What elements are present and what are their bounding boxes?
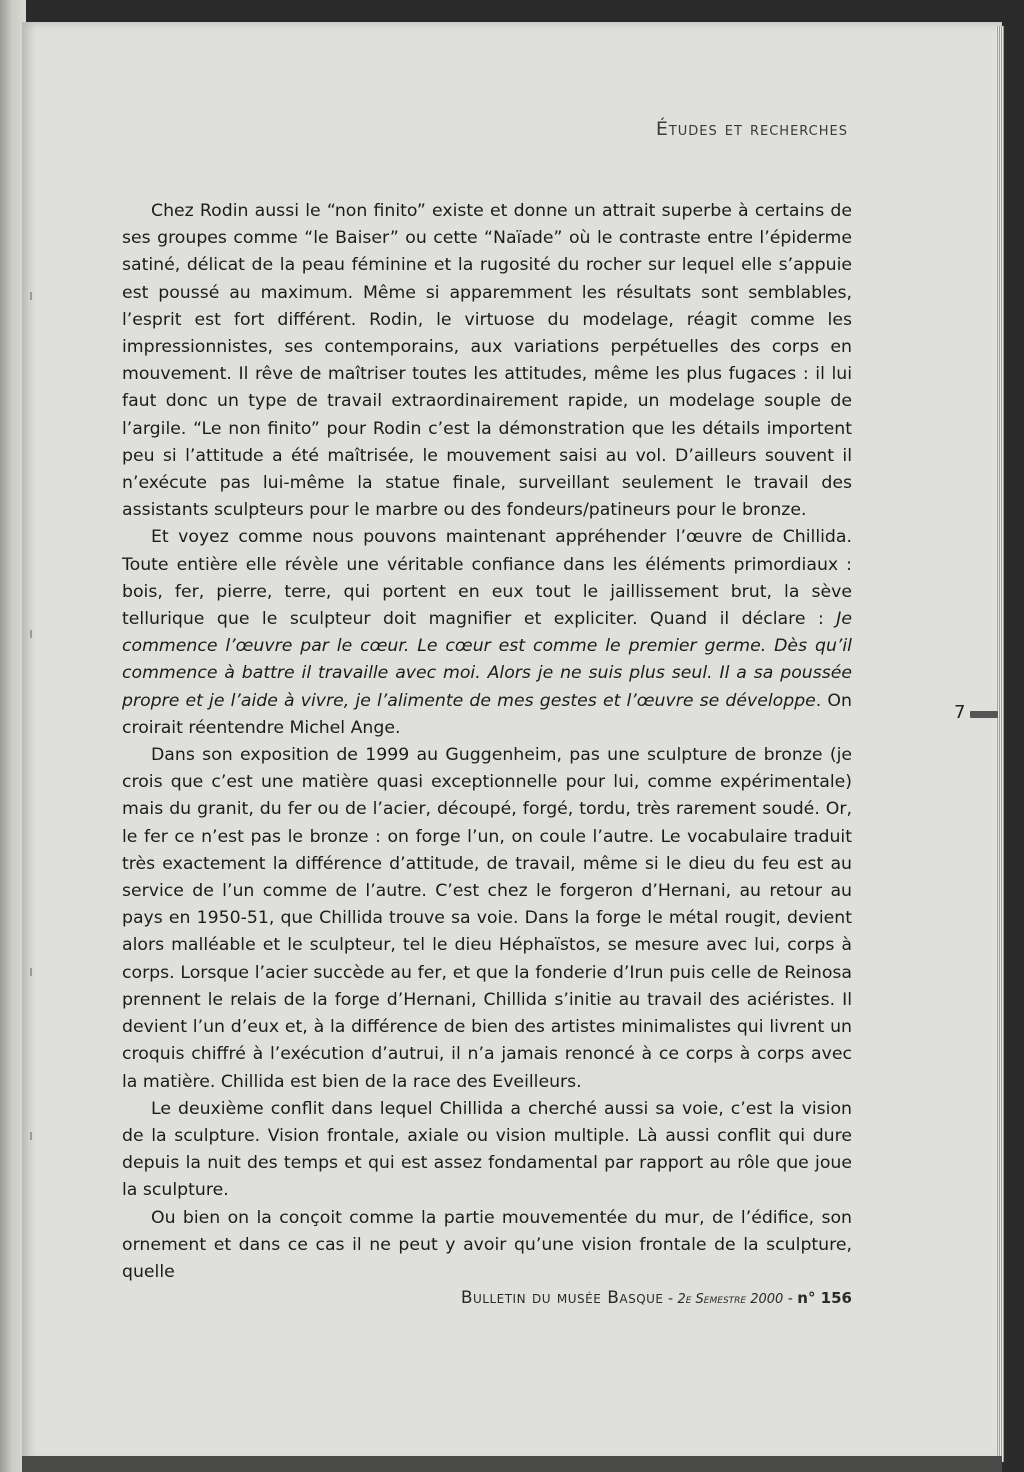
footer-separator: - — [663, 1291, 678, 1307]
page-number: 7 — [954, 702, 966, 723]
body-paragraph — [122, 742, 852, 1096]
margin-mark — [30, 1132, 32, 1140]
footer-separator: - — [783, 1291, 798, 1307]
body-paragraph — [122, 1096, 852, 1205]
page-tab-marker — [970, 711, 998, 718]
paragraph-text: . On croirait réentendre Michel Ange. — [122, 690, 852, 738]
margin-mark — [30, 630, 32, 638]
paragraph-text: Chez Rodin aussi le “non finito” existe et donne un attrait superbe à certains de ses groupes comme “le Baiser” ou cette “Naïade” où le contraste entre l’épiderme satiné, délicat de la peau féminine et la rugosité du rocher sur lequel elle s’appuie est poussé au maximum. Même si apparemment les résultats sont semblables, l’esprit est fort différent. Rodin, le virtuose du modelage, réagit comme les impressionnistes, ses contemporains, aux variations perpétuelles des corps en mouvement. Il rêve de maîtriser toutes les attitudes, même les plus fugaces : il lui faut donc un type de travail extraordinairement rapide, un modelage souple de l’argile. “Le non finito” pour Rodin c’est la démonstration que les détails importent peu si l’attitude a été maîtrisée, le mouvement saisi au vol. D’ailleurs souvent il n’exécute pas lui-même la statue finale, surveillant seulement le travail des assistants sculpteurs pour le marbre ou des fondeurs/patineurs pour le bronze. — [122, 201, 852, 521]
margin-mark — [30, 292, 32, 300]
page-bottom-edge — [22, 1456, 1002, 1472]
body-paragraph — [122, 1205, 852, 1287]
page-edges — [996, 26, 1004, 1462]
article-body — [122, 198, 852, 1286]
footer — [461, 1288, 852, 1308]
paragraph-text: Le deuxième conflit dans lequel Chillida a cherché aussi sa voie, c’est la vision de la sculpture. Vision frontale, axiale ou vision multiple. Là aussi conflit qui dure depuis la nuit des temps et qui est assez fondamental par rapport au rôle que joue la sculpture. — [122, 1098, 852, 1201]
body-paragraph — [122, 198, 852, 524]
paragraph-text: Et voyez comme nous pouvons maintenant appréhender l’œuvre de Chillida. Toute entière elle révèle une véritable confiance dans les éléments primordiaux : bois, fer, pierre, terre, qui portent en eux tout le jaillissement brut, la sève tellurique que le sculpteur doit magnifier et expliciter. Quand il déclare : — [122, 527, 852, 630]
footer-publication: Bulletin du musée Basque — [460, 1288, 664, 1308]
running-head: Études et recherches — [655, 118, 848, 140]
paragraph-text: Ou bien on la conçoit comme la partie mouvementée du mur, de l’édifice, son ornement et dans ce cas il ne peut y avoir qu’une vision frontale de la sculpture, quelle — [122, 1207, 852, 1282]
italic-quote: Je commence l’œuvre par le cœur. Le cœur est comme le premier germe. Dès qu’il commence à battre il travaille avec moi. Alors je ne suis plus seul. Il a sa poussée propre et je l’aide à vivre, je l’alimente de mes gestes et l’œuvre se développe — [122, 609, 852, 711]
body-paragraph — [122, 524, 852, 742]
margin-mark — [30, 968, 32, 976]
footer-season: 2e Semestre 2000 — [677, 1292, 784, 1307]
footer-issue-number: n° 156 — [797, 1289, 852, 1307]
paragraph-text: Dans son exposition de 1999 au Guggenheim, pas une sculpture de bronze (je crois que c’est une matière quasi exceptionnelle pour lui, comme expérimentale) mais du granit, du fer ou de l’acier, découpé, forgé, tordu, très rarement soudé. Or, le fer ce n’est pas le bronze : on forge l’un, on coule l’autre. Le vocabulaire traduit très exactement la différence d’attitude, de travail, même si le dieu du feu est au service de l’un comme de l’autre. C’est chez le forgeron d’Hernani, au retour au pays en 1950-51, que Chillida trouve sa voie. Dans la forge le métal rougit, devient alors malléable et le sculpteur, tel le dieu Héphaïstos, se mesure avec lui, corps à corps. Lorsque l’acier succède au fer, et que la fonderie d’Irun puis celle de Reinosa prennent le relais de la forge d’Hernani, Chillida s’initie au travail des aciéristes. Il devient l’un d’eux et, à la différence de bien des artistes minimalistes qui livrent un croquis chiffré à l’exécution d’autrui, il n’a jamais renoncé à ce corps à corps avec la matière. Chillida est bien de la race des Eveilleurs. — [122, 745, 852, 1092]
